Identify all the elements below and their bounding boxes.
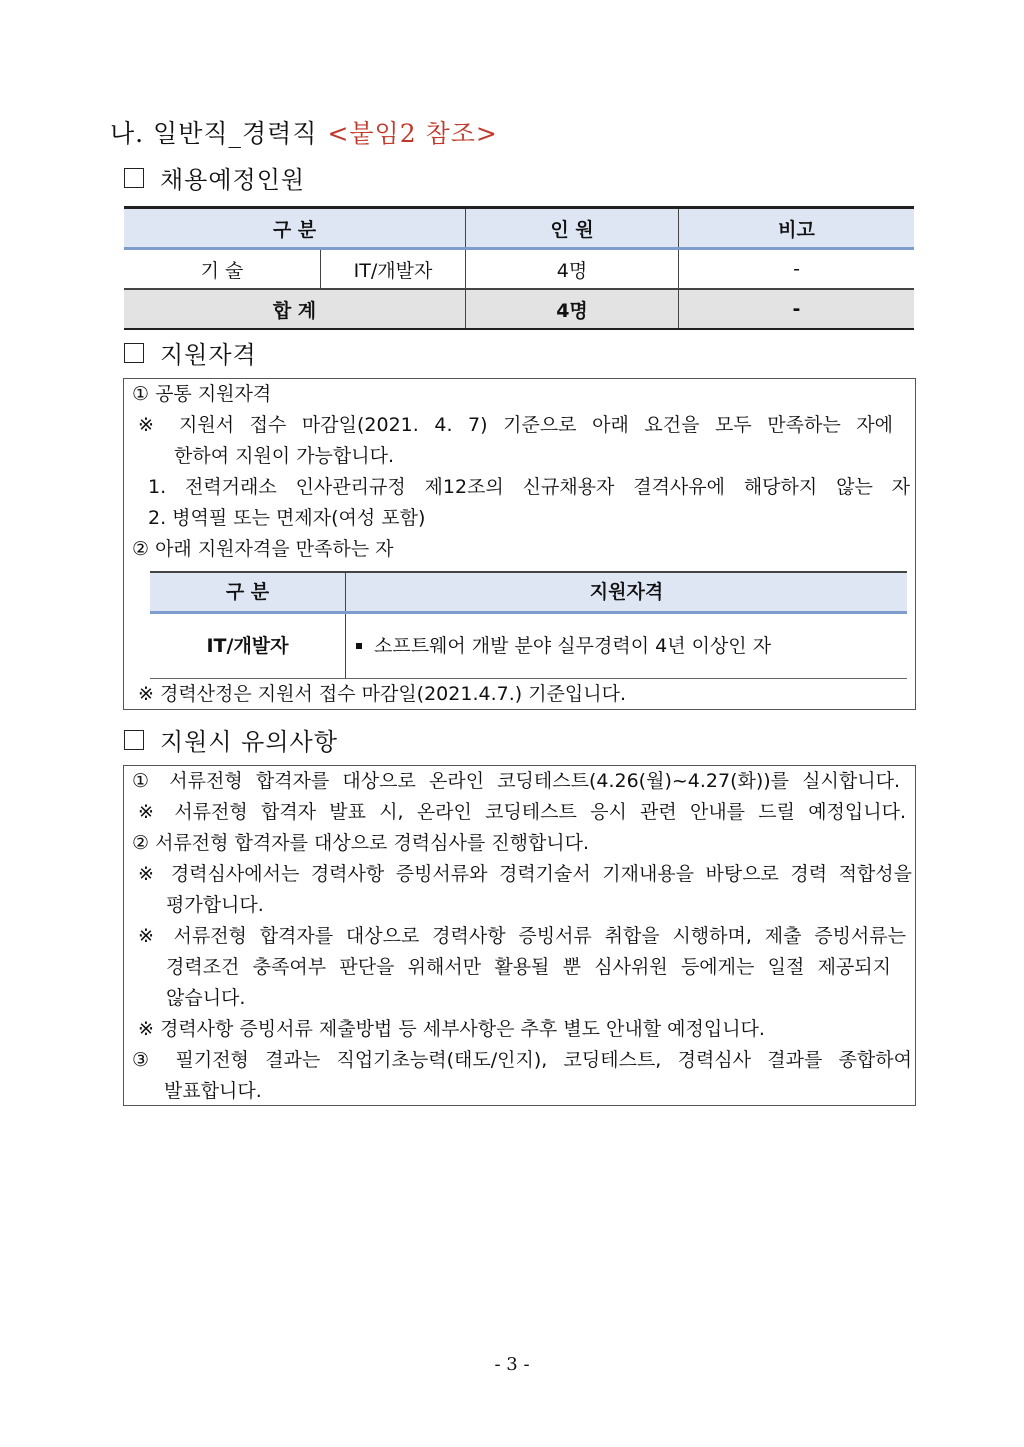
notice-line-6: ※ 서류전형 합격자를 대상으로 경력사항 증빙서류 취합을 시행하며, 제출 증빙서류는 (138, 925, 906, 947)
notice-line-2: ※ 서류전형 합격자 발표 시, 온라인 코딩테스트 응시 관련 안내를 드릴 예정입니다. (138, 801, 906, 823)
qualifications-section-title (124, 335, 257, 370)
total-count: 4명 (466, 289, 679, 329)
notice-line-5: 평가합니다. (166, 894, 264, 916)
notices-section-title (124, 722, 338, 757)
field-qualification-item: ② 아래 지원자격을 만족하는 자 (132, 538, 394, 560)
requirement-2: 2. 병역필 또는 면제자(여성 포함) (148, 507, 426, 529)
checkbox-square-icon (124, 343, 144, 363)
staffing-row (124, 249, 914, 290)
qualification-note-line2: 한하여 지원이 가능합니다. (174, 445, 395, 467)
requirement-1: 1. 전력거래소 인사관리규정 제12조의 신규채용자 결격사유에 해당하지 않는 자 (148, 476, 910, 498)
qual-cell-field: IT/개발자 (150, 613, 346, 679)
qualification-table (150, 571, 907, 679)
notice-line-9: ※ 경력사항 증빙서류 제출방법 등 세부사항은 추후 별도 안내할 예정입니다. (138, 1018, 765, 1040)
checkbox-square-icon (124, 730, 144, 750)
header-note: 비고 (679, 208, 915, 249)
notice-line-8: 않습니다. (166, 987, 246, 1009)
notices-title-text: 지원시 유의사항 (160, 728, 338, 756)
qualification-note-line1: ※ 지원서 접수 마감일(2021. 4. 7) 기준으로 아래 요건을 모두 만족하는 자에 (138, 414, 893, 436)
header-category: 구 분 (124, 208, 466, 249)
notice-line-7: 경력조건 충족여부 판단을 위해서만 활용될 뿐 심사위원 등에게는 일절 제공되지 (166, 956, 891, 978)
notice-line-3: ② 서류전형 합격자를 대상으로 경력심사를 진행합니다. (132, 832, 590, 854)
notice-line-10: ③ 필기전형 결과는 직업기초능력(태도/인지), 코딩테스트, 경력심사 결과를 종합하여 (132, 1049, 912, 1071)
heading-title: 나. 일반직_경력직 (110, 119, 318, 148)
cell-count: 4명 (466, 249, 679, 290)
notices-box (123, 765, 916, 1106)
qualifications-title-text: 지원자격 (160, 341, 257, 369)
total-note: - (679, 289, 915, 329)
staffing-section-title (124, 160, 305, 195)
staffing-total-row (124, 289, 914, 329)
notice-line-11: 발표합니다. (164, 1080, 262, 1102)
qualification-row (150, 613, 907, 679)
cell-field: IT/개발자 (321, 249, 466, 290)
total-label: 합 계 (124, 289, 466, 329)
qualification-header-row (150, 572, 907, 613)
heading-reference: <붙임2 참조> (327, 119, 498, 148)
cell-category: 기 술 (124, 249, 321, 290)
qualifications-box (123, 378, 916, 710)
square-bullet-icon (356, 643, 362, 649)
career-calculation-note: ※ 경력산정은 지원서 접수 마감일(2021.4.7.) 기준입니다. (138, 683, 627, 705)
cell-note: - (679, 249, 915, 290)
checkbox-square-icon (124, 168, 144, 188)
qual-header-category: 구 분 (150, 572, 346, 613)
staffing-table (124, 206, 914, 330)
notice-line-4: ※ 경력심사에서는 경력사항 증빙서류와 경력기술서 기재내용을 바탕으로 경력 적합성을 (138, 863, 912, 885)
qual-cell-requirement (346, 613, 908, 679)
qual-header-requirement: 지원자격 (346, 572, 908, 613)
staffing-header-row (124, 208, 914, 249)
common-qualification-item: ① 공통 지원자격 (132, 383, 272, 405)
header-count: 인 원 (466, 208, 679, 249)
notice-line-1: ① 서류전형 합격자를 대상으로 온라인 코딩테스트(4.26(월)~4.27(화))를 실시합니다. (132, 770, 900, 792)
page-number: - 3 - (494, 1354, 530, 1375)
section-heading (110, 114, 498, 150)
staffing-title-text: 채용예정인원 (160, 166, 306, 194)
qual-requirement-text: 소프트웨어 개발 분야 실무경력이 4년 이상인 자 (374, 634, 772, 657)
